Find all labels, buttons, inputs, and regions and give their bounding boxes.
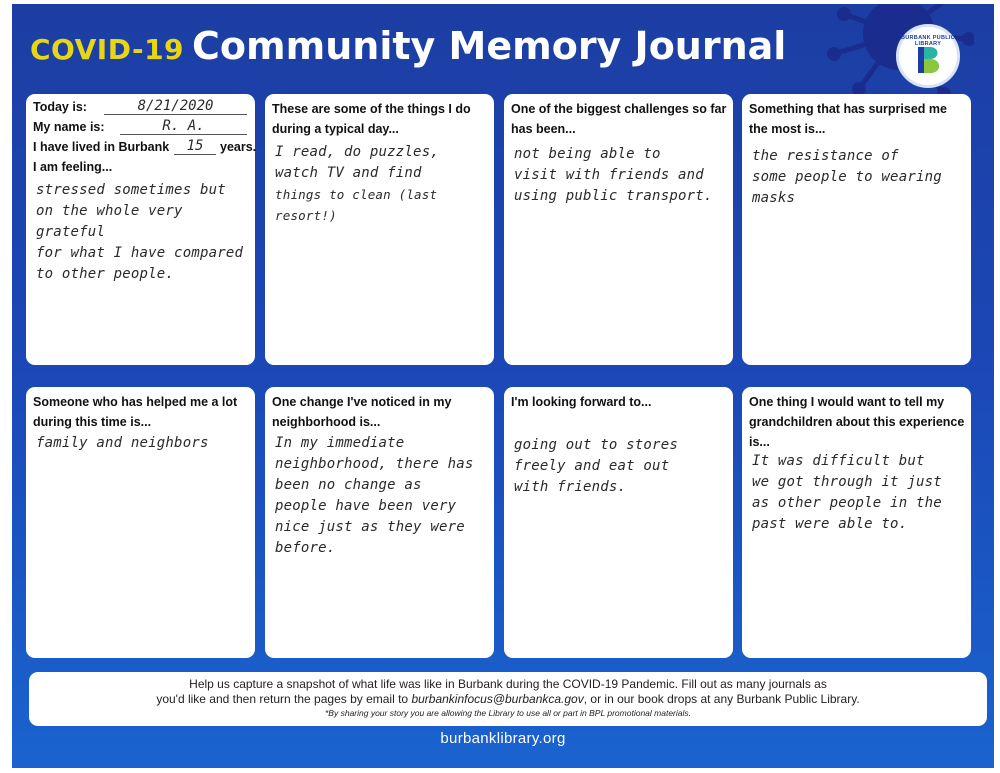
answer-line: I read, do puzzles, [275,144,439,160]
footer-text: , or in our book drops at any Burbank Public Library. [583,692,860,706]
answer-line: not being able to [514,146,661,162]
surprised-card [742,94,971,365]
card-prompt: Someone who has helped me a lot during this time is... [33,395,238,429]
answer-line: family and neighbors [36,435,209,451]
answer-line: watch TV and find [275,165,422,181]
answer-line: visit with friends and [514,167,704,183]
card-answer[interactable] [275,433,488,559]
answer-line: on the whole very grateful [36,203,183,240]
answer-line: for what I have compared [36,245,244,261]
journal-title: Community Memory Journal [192,24,787,68]
page-title [30,24,786,68]
answer-line: to other people. [36,266,175,282]
today-field[interactable]: 8/21/2020 [104,99,247,115]
helped-card [26,387,255,658]
answer-line: going out to stores [514,437,678,453]
years-suffix: years. [220,140,257,154]
grandchildren-card [742,387,971,658]
covid-label: COVID-19 [30,33,185,66]
answer-line: people have been very [275,498,457,514]
answer-line: things to clean (last resort!) [275,187,438,223]
card-answer[interactable] [36,433,249,454]
answer-line: we got through it just [752,474,942,490]
answer-line: using public transport. [514,188,713,204]
intro-card [26,94,255,365]
years-field[interactable]: 15 [174,139,216,155]
card-answer[interactable] [752,146,965,209]
library-logo [896,24,960,88]
typical-day-card [265,94,494,365]
library-logo-icon [916,45,944,75]
footer-line: Help us capture a snapshot of what life was like in Burbank during the COVID-19 Pandemic. Fill out as many journals as [189,677,827,691]
name-field[interactable]: R. A. [120,119,247,135]
journal-sheet [12,4,994,768]
card-answer[interactable] [752,451,965,535]
card-answer[interactable] [514,144,727,207]
email-link[interactable]: burbankinfocus@burbankca.gov [411,692,584,706]
feeling-answer[interactable] [36,180,249,285]
answer-line: before. [275,540,336,556]
answer-line: some people to wearing [752,169,942,185]
answer-line: with friends. [514,479,627,495]
looking-forward-card [504,387,733,658]
answer-line: the resistance of [752,148,899,164]
footer-text: you'd like and then return the pages by email to [156,692,412,706]
name-label: My name is: [33,120,105,134]
logo-text: BURBANK PUBLIC LIBRARY [900,35,955,47]
answer-line: masks [752,190,796,206]
card-prompt: Something that has surprised me the most is... [749,102,947,136]
card-prompt: One change I've noticed in my neighborhood is... [272,395,452,429]
answer-line: past were able to. [752,516,908,532]
answer-line: In my immediate [275,435,405,451]
footer-instructions [29,672,987,726]
feeling-label: I am feeling... [33,160,113,174]
answer-line: neighborhood, there has [275,456,474,472]
lived-label: I have lived in Burbank [33,140,170,154]
card-answer[interactable] [514,435,727,498]
website-link[interactable]: burbanklibrary.org [440,730,566,747]
card-prompt: One thing I would want to tell my grandchildren about this experience is... [749,395,965,449]
card-prompt: I'm looking forward to... [511,395,652,409]
answer-line: as other people in the [752,495,942,511]
answer-line: nice just as they were [275,519,465,535]
footer-line [29,692,987,707]
answer-line: It was difficult but [752,453,925,469]
card-prompt: These are some of the things I do during a typical day... [272,102,471,136]
answer-line: freely and eat out [514,458,670,474]
footer-disclaimer: *By sharing your story you are allowing the Library to use all or part in BPL promotional materials. [325,708,691,718]
card-answer[interactable] [275,142,488,226]
answer-line: been no change as [275,477,422,493]
challenges-card [504,94,733,365]
answer-line: stressed sometimes but [36,182,226,198]
today-label: Today is: [33,100,87,114]
card-prompt: One of the biggest challenges so far has been... [511,102,727,136]
neighborhood-card [265,387,494,658]
